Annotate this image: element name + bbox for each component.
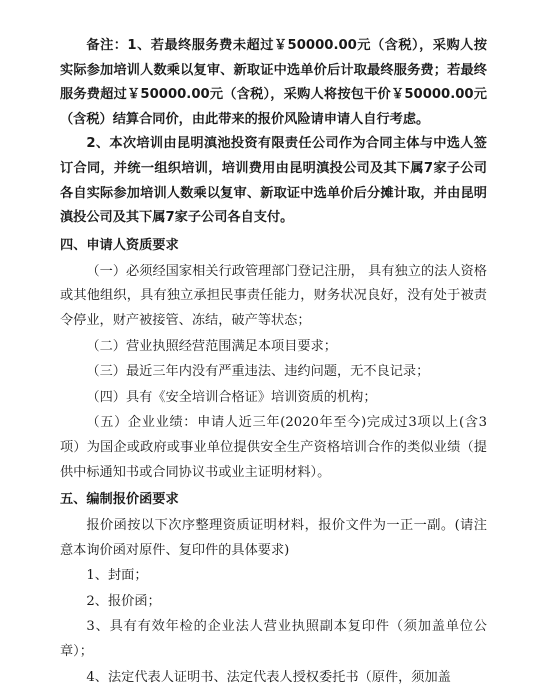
note-2: 2、本次培训由昆明滇池投资有限责任公司作为合同主体与中选人签订合同，并统一组织培训，培训费用由昆明滇投公司及其下属7家子公司各自实际参加培训人数乘以复审、新取证中选单价后分摊计取，并由昆明滇投公司及其下属7家子公司各自支付。 bbox=[60, 136, 487, 226]
section-5-item-3: 3、具有有效年检的企业法人营业执照副本复印件（须加盖单位公章）； bbox=[60, 619, 487, 660]
section-4-item-1: （一）必须经国家相关行政管理部门登记注册， 具有独立的法人资格或其他组织，具有独立承担民事责任能力，财务状况良好，没有处于被责令停业，财产被接管、冻结，破产等状态； bbox=[60, 263, 487, 328]
section-5-heading: 五、编制报价函要求 bbox=[60, 492, 179, 508]
section-5-item-1: 1、封面； bbox=[86, 568, 148, 584]
section-4-item-3: （三）最近三年内没有严重违法、违约问题，无不良记录； bbox=[86, 364, 430, 380]
note-1: 备注：1、若最终服务费未超过￥50000.00元（含税），采购人按实际参加培训人数乘以复审、新取证中选单价后计取最终服务费；若最终服务费超过￥50000.00元（含税），采购人将按包干价￥50000.00元（含税）结算合同价，由此带来的报价风险请申请人自行考虑。 bbox=[60, 38, 487, 127]
section-5-item-4: 4、法定代表人证明书、法定代表人授权委托书（原件，须加盖 bbox=[86, 669, 451, 685]
section-4-item-4: （四）具有《安全培训合格证》培训资质的机构； bbox=[86, 389, 377, 405]
section-5-intro: 报价函按以下次序整理资质证明材料，报价文件为一正一副。(请注意本询价函对原件、复印件的具体要求) bbox=[60, 518, 487, 558]
section-5-item-2: 2、报价函； bbox=[86, 593, 161, 609]
section-4-heading: 四、申请人资质要求 bbox=[60, 237, 179, 253]
section-4-item-2: （二）营业执照经营范围满足本项目要求； bbox=[86, 338, 337, 354]
section-4-item-5: （五）企业业绩：申请人近三年(2020年至今)完成过3项以上(含3项）为国企或政府或事业单位提供安全生产资格培训合作的类似业绩（提供中标通知书或合同协议书或业主证明材料）。 bbox=[60, 415, 487, 480]
